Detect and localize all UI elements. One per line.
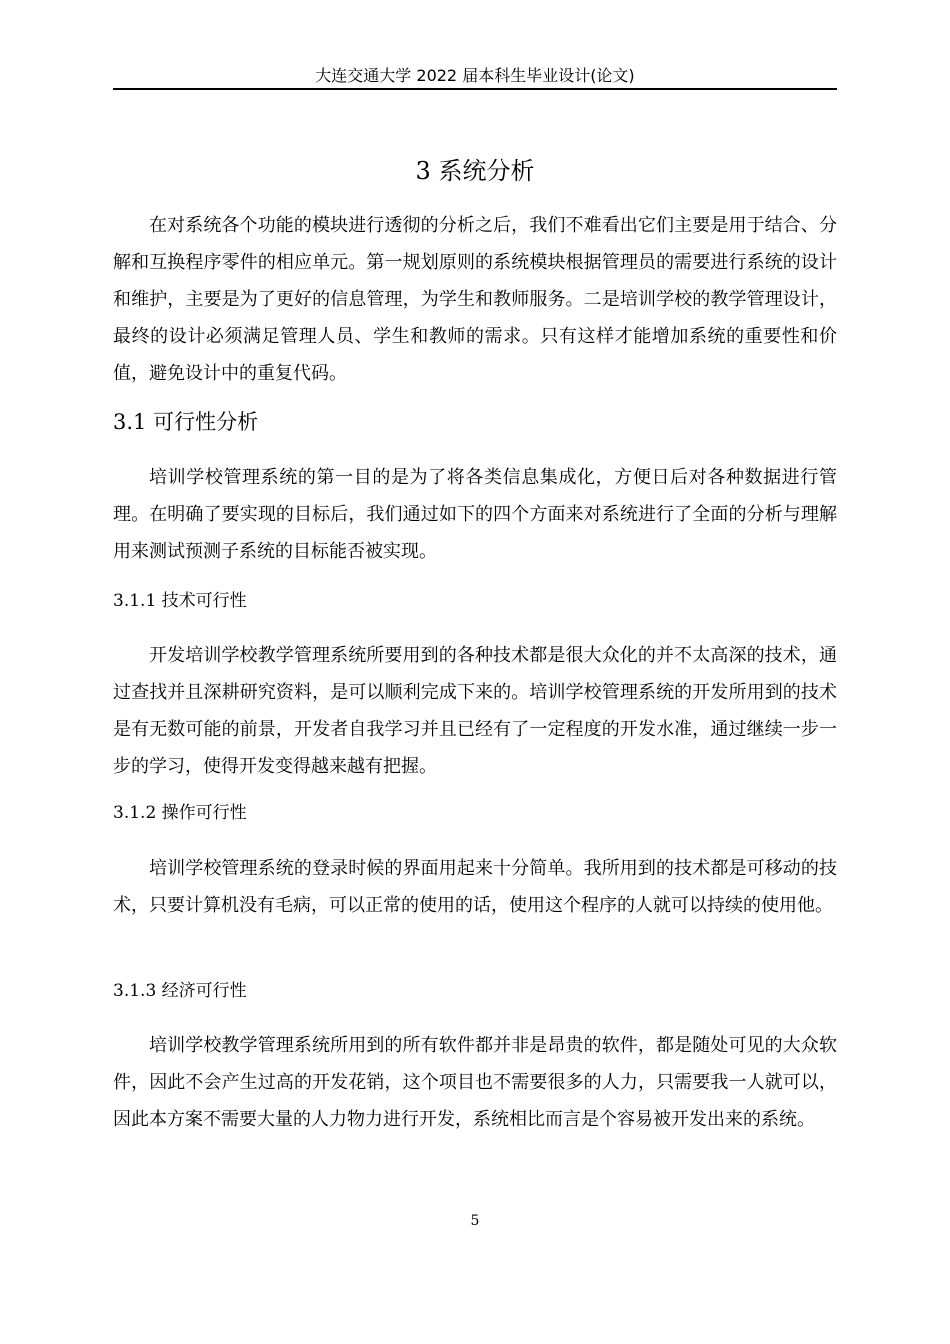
subsection-title-economic: 3.1.3 经济可行性: [113, 981, 247, 1001]
section-title: 3.1 可行性分析: [113, 410, 259, 434]
page-number: 5: [470, 1213, 480, 1229]
running-header: 大连交通大学 2022 届本科生毕业设计(论文): [315, 66, 635, 85]
chapter-intro-paragraph: 在对系统各个功能的模块进行透彻的分析之后，我们不难看出它们主要是用于结合、分解和互换程序零件的相应单元。第一规划原则的系统模块根据管理员的需要进行系统的设计和维护，主要是为了更好的信息管理，为学生和教师服务。二是培训学校的教学管理设计，最终的设计必须满足管理人员、学生和教师的需求。只有这样才能增加系统的重要性和价值，避免设计中的重复代码。: [113, 215, 837, 384]
header-rule: [113, 88, 837, 90]
section-intro-paragraph: 培训学校管理系统的第一目的是为了将各类信息集成化，方便日后对各种数据进行管理。在明确了要实现的目标后，我们通过如下的四个方面来对系统进行了全面的分析与理解用来测试预测子系统的目标能否被实现。: [113, 467, 837, 562]
chapter-title: 3 系统分析: [415, 157, 535, 185]
subsection-title-operational: 3.1.2 操作可行性: [113, 803, 247, 823]
subsection-title-technical: 3.1.1 技术可行性: [113, 591, 247, 611]
subsection-body-economic: 培训学校教学管理系统所用到的所有软件都并非是昂贵的软件，都是随处可见的大众软件，因此不会产生过高的开发花销，这个项目也不需要很多的人力，只需要我一人就可以，因此本方案不需要大量的人力物力进行开发，系统相比而言是个容易被开发出来的系统。: [113, 1035, 837, 1130]
subsection-body-operational: 培训学校管理系统的登录时候的界面用起来十分简单。我所用到的技术都是可移动的技术，只要计算机没有毛病，可以正常的使用的话，使用这个程序的人就可以持续的使用他。: [113, 858, 837, 916]
subsection-body-technical: 开发培训学校教学管理系统所要用到的各种技术都是很大众化的并不太高深的技术，通过查找并且深耕研究资料，是可以顺利完成下来的。培训学校管理系统的开发所用到的技术是有无数可能的前景，开发者自我学习并且已经有了一定程度的开发水准，通过继续一步一步的学习，使得开发变得越来越有把握。: [113, 645, 837, 777]
